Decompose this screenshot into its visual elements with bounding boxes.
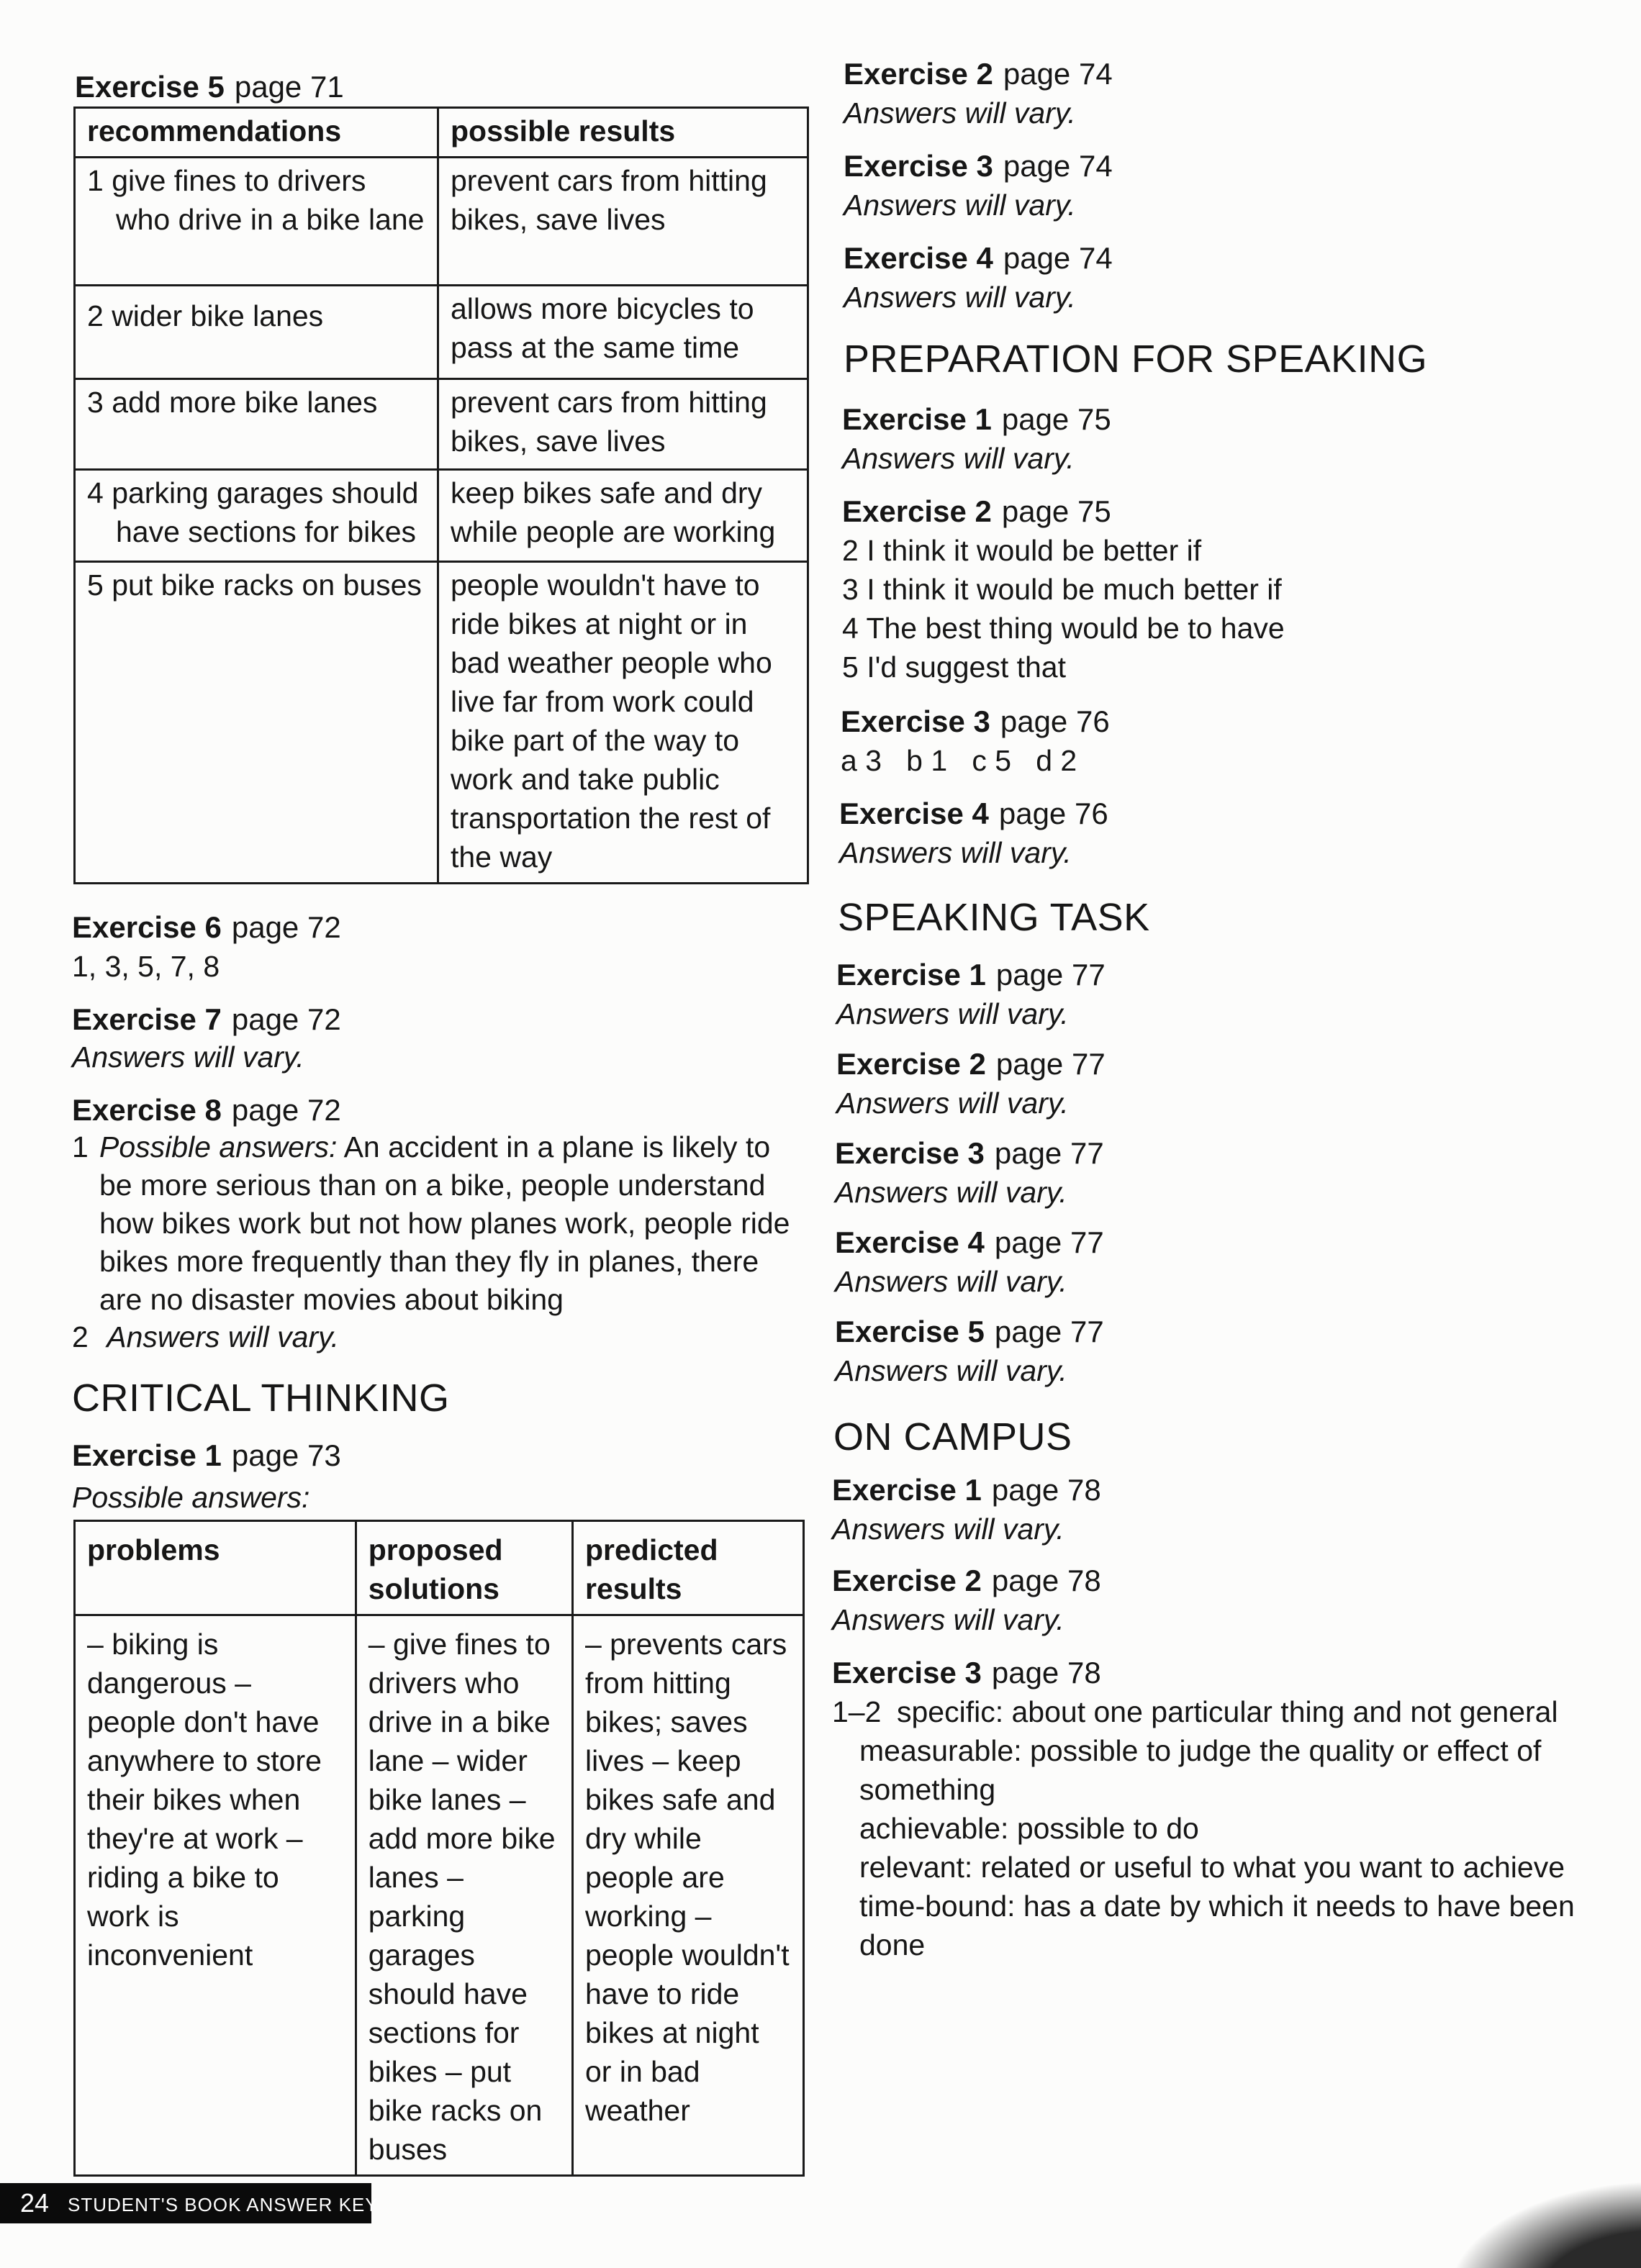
exercise-6-heading [72, 908, 341, 947]
speaking-exercise-2-heading [836, 1045, 1106, 1084]
table-cell: allows more bicycles to pass at the same time [438, 286, 808, 379]
campus-exercise-3-heading [832, 1654, 1101, 1692]
exercise-4-answer: Answers will vary. [844, 281, 1076, 314]
speaking-exercise-1-heading [836, 956, 1106, 994]
exercise-label: Exercise 3 [835, 1136, 985, 1170]
campus-exercise-1-heading [832, 1471, 1101, 1510]
table-cell: 5 put bike racks on buses [75, 562, 438, 884]
definition-line: time-bound: has a date by which it needs to have been [859, 1890, 1575, 1923]
exercise-8-item-1 [72, 1128, 799, 1319]
prep-exercise-2-heading [842, 492, 1111, 531]
exercise-label: Exercise 1 [836, 958, 986, 992]
exercise-label: Exercise 2 [832, 1564, 982, 1597]
table-cell: keep bikes safe and dry while people are working [438, 470, 808, 562]
page-ref: page 77 [994, 1315, 1104, 1348]
page-ref: page 78 [991, 1656, 1101, 1689]
page-ref: page 76 [998, 797, 1108, 830]
item-text: Answers will vary. [107, 1320, 339, 1353]
exercise-3-answer: Answers will vary. [844, 189, 1076, 222]
page-ref: page 71 [234, 70, 344, 104]
prep-exercise-4-answer: Answers will vary. [839, 836, 1072, 869]
exercise-label: Exercise 7 [72, 1002, 222, 1036]
table-header: recommendations [75, 108, 438, 158]
table-cell: 1 give fines to drivers who drive in a bike lane [75, 158, 438, 286]
page-number: 24 [20, 2188, 50, 2218]
exercise-5-heading [75, 68, 344, 106]
page-ref: page 72 [231, 910, 341, 944]
exercise-label: Exercise 1 [832, 1473, 982, 1507]
item-lead: Possible answers: [99, 1130, 338, 1164]
page-ref: page 72 [231, 1093, 341, 1127]
exercise-label: Exercise 4 [844, 241, 993, 275]
page-ref: page 74 [1003, 57, 1113, 91]
campus-exercise-3-number: 1–2 [832, 1695, 882, 1728]
exercise-label: Exercise 4 [835, 1225, 985, 1259]
footer-title: STUDENT'S BOOK ANSWER KEY [68, 2194, 379, 2215]
page-ref: page 77 [995, 1047, 1106, 1081]
speaking-exercise-5-heading [835, 1312, 1104, 1351]
page-corner-shadow [1447, 2180, 1641, 2268]
speaking-task-heading: SPEAKING TASK [838, 896, 1150, 939]
campus-exercise-1-answer: Answers will vary. [832, 1512, 1064, 1546]
table-header: predicted results [572, 1521, 803, 1615]
prep-exercise-1-heading [842, 400, 1111, 439]
item-number: 2 [72, 1320, 89, 1353]
table-cell: 2 wider bike lanes [75, 286, 438, 379]
exercise-2-heading [844, 55, 1113, 94]
critical-thinking-table [73, 1520, 805, 2177]
speaking-exercise-5-answer: Answers will vary. [835, 1354, 1067, 1387]
page-ref: page 76 [1000, 704, 1110, 738]
speaking-exercise-1-answer: Answers will vary. [836, 997, 1069, 1030]
exercise-label: Exercise 3 [841, 704, 990, 738]
page-ref: page 77 [995, 958, 1106, 992]
exercise-label: Exercise 1 [72, 1438, 222, 1472]
speaking-exercise-4-heading [835, 1223, 1104, 1262]
prep-exercise-3-answer: a 3 b 1 c 5 d 2 [841, 744, 1077, 777]
page-ref: page 74 [1003, 149, 1113, 183]
list-item: 4 The best thing would be to have [842, 612, 1285, 645]
page-ref: page 73 [231, 1438, 341, 1472]
exercise-3-heading [844, 147, 1113, 186]
page-ref: page 77 [994, 1225, 1104, 1259]
table-cell: – prevents cars from hitting bikes; saves lives – keep bikes safe and dry while people are working – people wouldn't have to ride bikes at night or in bad weather [572, 1615, 803, 2176]
preparation-heading: PREPARATION FOR SPEAKING [844, 337, 1428, 381]
exercise-7-answer: Answers will vary. [72, 1040, 304, 1074]
exercise-6-answer: 1, 3, 5, 7, 8 [72, 950, 220, 983]
exercise-2-answer: Answers will vary. [844, 96, 1076, 130]
exercise-label: Exercise 5 [835, 1315, 985, 1348]
list-item: 5 I'd suggest that [842, 650, 1066, 684]
list-item: 3 I think it would be much better if [842, 573, 1282, 606]
page-ref: page 78 [991, 1564, 1101, 1597]
exercise-label: Exercise 8 [72, 1093, 222, 1127]
prep-exercise-4-heading [839, 794, 1108, 833]
exercise-label: Exercise 2 [836, 1047, 986, 1081]
exercise-label: Exercise 2 [844, 57, 993, 91]
page-ref: page 74 [1003, 241, 1113, 275]
exercise-label: Exercise 6 [72, 910, 222, 944]
page-ref: page 75 [1001, 494, 1111, 528]
table-row [75, 286, 808, 379]
page-ref: page 72 [231, 1002, 341, 1036]
exercise-label: Exercise 2 [842, 494, 992, 528]
list-item: 2 I think it would be better if [842, 534, 1202, 567]
speaking-exercise-2-answer: Answers will vary. [836, 1087, 1069, 1120]
on-campus-heading: ON CAMPUS [833, 1415, 1072, 1459]
item-number: 1 [72, 1130, 89, 1164]
speaking-exercise-3-heading [835, 1134, 1104, 1173]
exercise-4-heading [844, 239, 1113, 278]
exercise-label: Exercise 1 [842, 402, 992, 436]
page-ref: page 75 [1001, 402, 1111, 436]
table-row [75, 470, 808, 562]
definition-line: done [859, 1928, 926, 1961]
recommendations-table [73, 106, 809, 884]
definition-line: relevant: related or useful to what you want to achieve [859, 1851, 1565, 1884]
table-cell: – biking is dangerous – people don't have anywhere to store their bikes when they're at work – riding a bike to work is inconvenient [75, 1615, 356, 2176]
definition-line: achievable: possible to do [859, 1812, 1199, 1845]
prep-exercise-1-answer: Answers will vary. [842, 442, 1075, 475]
campus-exercise-2-answer: Answers will vary. [832, 1603, 1064, 1636]
critical-thinking-heading: CRITICAL THINKING [72, 1376, 450, 1420]
exercise-label: Exercise 4 [839, 797, 989, 830]
table-header-row [75, 1521, 804, 1615]
prep-exercise-3-heading [841, 702, 1110, 741]
speaking-exercise-4-answer: Answers will vary. [835, 1265, 1067, 1298]
exercise-label: Exercise 5 [75, 70, 225, 104]
ct-possible-answers: Possible answers: [72, 1481, 310, 1514]
exercise-8-item-2 [72, 1318, 339, 1356]
campus-exercise-2-heading [832, 1561, 1101, 1600]
table-cell: people wouldn't have to ride bikes at night or in bad weather people who live far from work could bike part of the way to work and take public transportation the rest of the way [438, 562, 808, 884]
ct-exercise-1-heading [72, 1436, 341, 1475]
table-header: problems [75, 1521, 356, 1615]
table-header-row [75, 108, 808, 158]
table-header: proposed solutions [356, 1521, 572, 1615]
exercise-8-heading [72, 1091, 341, 1130]
definition-line: specific: about one particular thing and not general [897, 1695, 1558, 1728]
speaking-exercise-3-answer: Answers will vary. [835, 1176, 1067, 1209]
item-text: An accident in a plane is likely to be more serious than on a bike, people understand how bikes work but not how planes work, people ride bikes more frequently than they fly in planes, there are no disaster movies about biking [99, 1130, 790, 1316]
page-ref: page 78 [991, 1473, 1101, 1507]
table-header: possible results [438, 108, 808, 158]
table-cell: 4 parking garages should have sections for bikes [75, 470, 438, 562]
exercise-7-heading [72, 1000, 341, 1039]
definition-line: measurable: possible to judge the quality or effect of [859, 1734, 1542, 1767]
exercise-label: Exercise 3 [832, 1656, 982, 1689]
table-row [75, 1615, 804, 2176]
table-row [75, 158, 808, 286]
table-cell: 3 add more bike lanes [75, 379, 438, 470]
table-cell: – give fines to drivers who drive in a bike lane – wider bike lanes – add more bike lanes – parking garages should have sections for bikes – put bike racks on buses [356, 1615, 572, 2176]
exercise-label: Exercise 3 [844, 149, 993, 183]
page-ref: page 77 [994, 1136, 1104, 1170]
table-cell: prevent cars from hitting bikes, save lives [438, 158, 808, 286]
table-row [75, 562, 808, 884]
definition-line: something [859, 1773, 996, 1806]
table-row [75, 379, 808, 470]
table-cell: prevent cars from hitting bikes, save lives [438, 379, 808, 470]
